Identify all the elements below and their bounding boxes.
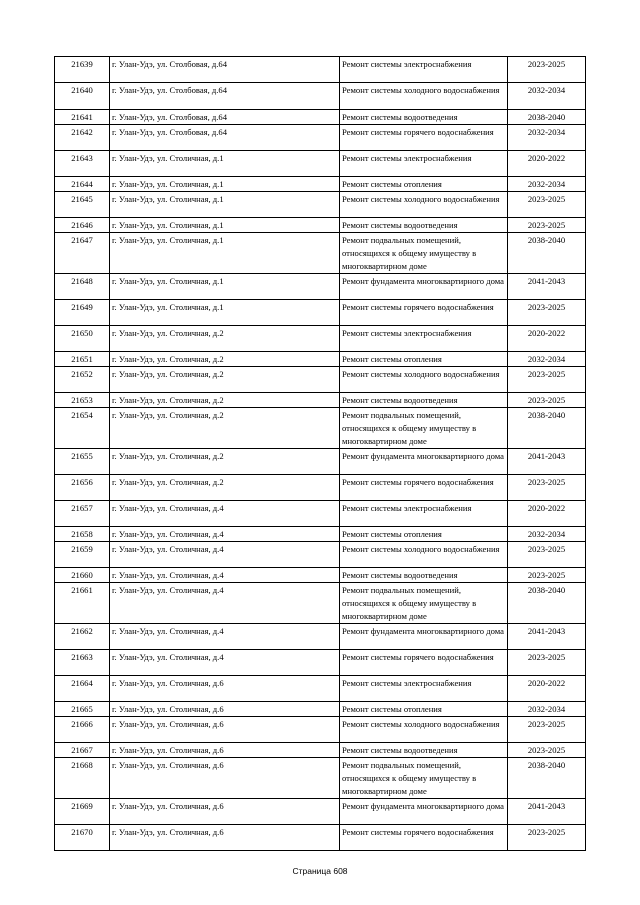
row-work-type: Ремонт системы горячего водоснабжения bbox=[340, 825, 508, 851]
row-address: г. Улан-Удэ, ул. Столичная, д.4 bbox=[110, 501, 340, 527]
row-work-type: Ремонт системы электроснабжения bbox=[340, 57, 508, 83]
row-id: 21668 bbox=[55, 758, 110, 799]
row-address: г. Улан-Удэ, ул. Столичная, д.4 bbox=[110, 527, 340, 542]
row-address: г. Улан-Удэ, ул. Столичная, д.6 bbox=[110, 676, 340, 702]
row-address: г. Улан-Удэ, ул. Столичная, д.6 bbox=[110, 799, 340, 825]
row-id: 21659 bbox=[55, 542, 110, 568]
row-work-type: Ремонт фундамента многоквартирного дома bbox=[340, 799, 508, 825]
row-period: 2023-2025 bbox=[508, 367, 586, 393]
table-row bbox=[55, 501, 586, 527]
row-period: 2023-2025 bbox=[508, 475, 586, 501]
row-work-type: Ремонт подвальных помещений, относящихся к общему имуществу в многоквартирном доме bbox=[340, 758, 508, 799]
row-period: 2023-2025 bbox=[508, 650, 586, 676]
table-row bbox=[55, 192, 586, 218]
row-id: 21667 bbox=[55, 743, 110, 758]
row-work-type: Ремонт системы горячего водоснабжения bbox=[340, 300, 508, 326]
row-id: 21661 bbox=[55, 583, 110, 624]
row-work-type: Ремонт фундамента многоквартирного дома bbox=[340, 624, 508, 650]
row-address: г. Улан-Удэ, ул. Столичная, д.2 bbox=[110, 449, 340, 475]
row-period: 2032-2034 bbox=[508, 125, 586, 151]
table-row bbox=[55, 233, 586, 274]
page-number: Страница 608 bbox=[292, 866, 348, 876]
row-period: 2023-2025 bbox=[508, 717, 586, 743]
row-address: г. Улан-Удэ, ул. Столичная, д.6 bbox=[110, 743, 340, 758]
repair-schedule-table bbox=[54, 56, 586, 851]
row-id: 21649 bbox=[55, 300, 110, 326]
table-row bbox=[55, 542, 586, 568]
row-work-type: Ремонт системы холодного водоснабжения bbox=[340, 717, 508, 743]
row-work-type: Ремонт фундамента многоквартирного дома bbox=[340, 449, 508, 475]
table-row bbox=[55, 717, 586, 743]
row-id: 21663 bbox=[55, 650, 110, 676]
row-id: 21647 bbox=[55, 233, 110, 274]
row-period: 2023-2025 bbox=[508, 300, 586, 326]
row-address: г. Улан-Удэ, ул. Столичная, д.1 bbox=[110, 151, 340, 177]
row-id: 21645 bbox=[55, 192, 110, 218]
row-address: г. Улан-Удэ, ул. Столбовая, д.64 bbox=[110, 57, 340, 83]
row-id: 21664 bbox=[55, 676, 110, 702]
table-row bbox=[55, 568, 586, 583]
row-address: г. Улан-Удэ, ул. Столичная, д.6 bbox=[110, 702, 340, 717]
row-period: 2023-2025 bbox=[508, 743, 586, 758]
row-work-type: Ремонт системы горячего водоснабжения bbox=[340, 650, 508, 676]
row-id: 21655 bbox=[55, 449, 110, 475]
row-address: г. Улан-Удэ, ул. Столичная, д.4 bbox=[110, 624, 340, 650]
row-period: 2032-2034 bbox=[508, 527, 586, 542]
row-address: г. Улан-Удэ, ул. Столичная, д.2 bbox=[110, 367, 340, 393]
table-row bbox=[55, 583, 586, 624]
row-period: 2041-2043 bbox=[508, 799, 586, 825]
row-address: г. Улан-Удэ, ул. Столичная, д.1 bbox=[110, 218, 340, 233]
table-row bbox=[55, 300, 586, 326]
row-address: г. Улан-Удэ, ул. Столичная, д.2 bbox=[110, 393, 340, 408]
row-address: г. Улан-Удэ, ул. Столбовая, д.64 bbox=[110, 83, 340, 110]
table-row bbox=[55, 650, 586, 676]
row-address: г. Улан-Удэ, ул. Столичная, д.2 bbox=[110, 326, 340, 352]
row-id: 21648 bbox=[55, 274, 110, 300]
row-period: 2038-2040 bbox=[508, 758, 586, 799]
row-address: г. Улан-Удэ, ул. Столбовая, д.64 bbox=[110, 110, 340, 125]
row-period: 2041-2043 bbox=[508, 624, 586, 650]
row-period: 2020-2022 bbox=[508, 501, 586, 527]
row-address: г. Улан-Удэ, ул. Столичная, д.2 bbox=[110, 475, 340, 501]
row-id: 21653 bbox=[55, 393, 110, 408]
row-id: 21654 bbox=[55, 408, 110, 449]
row-work-type: Ремонт системы электроснабжения bbox=[340, 326, 508, 352]
row-work-type: Ремонт системы холодного водоснабжения bbox=[340, 367, 508, 393]
row-id: 21650 bbox=[55, 326, 110, 352]
row-work-type: Ремонт системы водоотведения bbox=[340, 393, 508, 408]
row-address: г. Улан-Удэ, ул. Столичная, д.4 bbox=[110, 583, 340, 624]
row-work-type: Ремонт системы холодного водоснабжения bbox=[340, 542, 508, 568]
row-work-type: Ремонт подвальных помещений, относящихся к общему имуществу в многоквартирном доме bbox=[340, 408, 508, 449]
row-id: 21658 bbox=[55, 527, 110, 542]
row-id: 21656 bbox=[55, 475, 110, 501]
row-period: 2038-2040 bbox=[508, 110, 586, 125]
row-id: 21639 bbox=[55, 57, 110, 83]
table-row bbox=[55, 352, 586, 367]
row-id: 21662 bbox=[55, 624, 110, 650]
row-period: 2020-2022 bbox=[508, 151, 586, 177]
row-address: г. Улан-Удэ, ул. Столичная, д.1 bbox=[110, 192, 340, 218]
row-id: 21641 bbox=[55, 110, 110, 125]
row-address: г. Улан-Удэ, ул. Столичная, д.4 bbox=[110, 568, 340, 583]
row-address: г. Улан-Удэ, ул. Столичная, д.2 bbox=[110, 352, 340, 367]
table-row bbox=[55, 702, 586, 717]
row-period: 2023-2025 bbox=[508, 192, 586, 218]
table-row bbox=[55, 758, 586, 799]
table-row bbox=[55, 57, 586, 83]
table-row bbox=[55, 274, 586, 300]
row-id: 21642 bbox=[55, 125, 110, 151]
row-period: 2023-2025 bbox=[508, 568, 586, 583]
row-work-type: Ремонт системы электроснабжения bbox=[340, 151, 508, 177]
row-id: 21640 bbox=[55, 83, 110, 110]
table-row bbox=[55, 125, 586, 151]
row-address: г. Улан-Удэ, ул. Столичная, д.4 bbox=[110, 650, 340, 676]
row-work-type: Ремонт системы отопления bbox=[340, 527, 508, 542]
table-row bbox=[55, 177, 586, 192]
row-id: 21666 bbox=[55, 717, 110, 743]
row-address: г. Улан-Удэ, ул. Столичная, д.1 bbox=[110, 177, 340, 192]
row-work-type: Ремонт системы водоотведения bbox=[340, 218, 508, 233]
row-work-type: Ремонт системы горячего водоснабжения bbox=[340, 125, 508, 151]
row-id: 21646 bbox=[55, 218, 110, 233]
row-work-type: Ремонт системы отопления bbox=[340, 177, 508, 192]
row-id: 21651 bbox=[55, 352, 110, 367]
table-row bbox=[55, 449, 586, 475]
table-row bbox=[55, 367, 586, 393]
row-work-type: Ремонт подвальных помещений, относящихся к общему имуществу в многоквартирном доме bbox=[340, 583, 508, 624]
row-work-type: Ремонт системы водоотведения bbox=[340, 568, 508, 583]
row-work-type: Ремонт системы электроснабжения bbox=[340, 676, 508, 702]
row-period: 2032-2034 bbox=[508, 352, 586, 367]
row-period: 2041-2043 bbox=[508, 274, 586, 300]
row-work-type: Ремонт системы водоотведения bbox=[340, 743, 508, 758]
row-period: 2032-2034 bbox=[508, 702, 586, 717]
row-work-type: Ремонт подвальных помещений, относящихся к общему имуществу в многоквартирном доме bbox=[340, 233, 508, 274]
row-id: 21657 bbox=[55, 501, 110, 527]
row-work-type: Ремонт системы электроснабжения bbox=[340, 501, 508, 527]
row-address: г. Улан-Удэ, ул. Столичная, д.6 bbox=[110, 825, 340, 851]
table-row bbox=[55, 624, 586, 650]
row-address: г. Улан-Удэ, ул. Столичная, д.2 bbox=[110, 408, 340, 449]
table-row bbox=[55, 475, 586, 501]
table-body bbox=[55, 57, 586, 851]
row-id: 21665 bbox=[55, 702, 110, 717]
row-address: г. Улан-Удэ, ул. Столичная, д.6 bbox=[110, 717, 340, 743]
row-id: 21669 bbox=[55, 799, 110, 825]
table-row bbox=[55, 527, 586, 542]
row-period: 2023-2025 bbox=[508, 218, 586, 233]
row-period: 2038-2040 bbox=[508, 408, 586, 449]
row-id: 21643 bbox=[55, 151, 110, 177]
table-row bbox=[55, 393, 586, 408]
row-work-type: Ремонт системы холодного водоснабжения bbox=[340, 83, 508, 110]
row-id: 21660 bbox=[55, 568, 110, 583]
row-address: г. Улан-Удэ, ул. Столичная, д.4 bbox=[110, 542, 340, 568]
row-address: г. Улан-Удэ, ул. Столичная, д.6 bbox=[110, 758, 340, 799]
row-id: 21670 bbox=[55, 825, 110, 851]
table-row bbox=[55, 676, 586, 702]
row-period: 2023-2025 bbox=[508, 393, 586, 408]
row-period: 2038-2040 bbox=[508, 233, 586, 274]
table-row bbox=[55, 326, 586, 352]
table-row bbox=[55, 83, 586, 110]
row-period: 2032-2034 bbox=[508, 177, 586, 192]
table-row bbox=[55, 799, 586, 825]
table-row bbox=[55, 151, 586, 177]
row-work-type: Ремонт фундамента многоквартирного дома bbox=[340, 274, 508, 300]
row-id: 21644 bbox=[55, 177, 110, 192]
row-work-type: Ремонт системы отопления bbox=[340, 702, 508, 717]
table-row bbox=[55, 110, 586, 125]
row-period: 2023-2025 bbox=[508, 542, 586, 568]
row-work-type: Ремонт системы холодного водоснабжения bbox=[340, 192, 508, 218]
row-address: г. Улан-Удэ, ул. Столичная, д.1 bbox=[110, 300, 340, 326]
row-work-type: Ремонт системы отопления bbox=[340, 352, 508, 367]
table-row bbox=[55, 218, 586, 233]
row-period: 2032-2034 bbox=[508, 83, 586, 110]
table-row bbox=[55, 825, 586, 851]
table-row bbox=[55, 408, 586, 449]
row-work-type: Ремонт системы водоотведения bbox=[340, 110, 508, 125]
row-period: 2041-2043 bbox=[508, 449, 586, 475]
row-address: г. Улан-Удэ, ул. Столбовая, д.64 bbox=[110, 125, 340, 151]
row-address: г. Улан-Удэ, ул. Столичная, д.1 bbox=[110, 274, 340, 300]
row-period: 2038-2040 bbox=[508, 583, 586, 624]
row-address: г. Улан-Удэ, ул. Столичная, д.1 bbox=[110, 233, 340, 274]
row-work-type: Ремонт системы горячего водоснабжения bbox=[340, 475, 508, 501]
row-period: 2023-2025 bbox=[508, 57, 586, 83]
row-period: 2020-2022 bbox=[508, 676, 586, 702]
table-row bbox=[55, 743, 586, 758]
row-period: 2023-2025 bbox=[508, 825, 586, 851]
row-period: 2020-2022 bbox=[508, 326, 586, 352]
row-id: 21652 bbox=[55, 367, 110, 393]
